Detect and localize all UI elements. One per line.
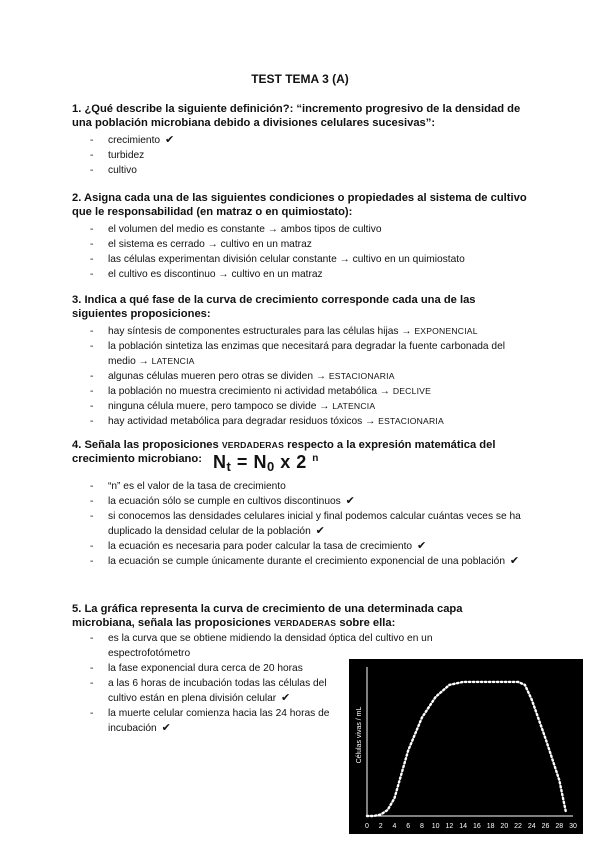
option-item: - a las 6 horas de incubación todas las células del cultivo están en plena división celular ✔ bbox=[90, 678, 327, 704]
check-mark-icon: ✔ bbox=[161, 722, 171, 734]
x-tick-label: 0 bbox=[365, 823, 369, 830]
chart-axes bbox=[367, 667, 573, 816]
option-item: - “n” es el valor de la tasa de crecimiento bbox=[90, 481, 286, 492]
formula-sub-t: t bbox=[226, 459, 232, 474]
answer-label: EXPONENCIAL bbox=[414, 326, 478, 336]
option-text: el sistema es cerrado → cultivo en un matraz bbox=[108, 239, 312, 250]
x-tick-label: 26 bbox=[541, 823, 550, 830]
x-tick-label: 16 bbox=[472, 823, 481, 830]
x-tick-label: 6 bbox=[406, 823, 411, 830]
option-text: ninguna célula muere, pero tampoco se divide → bbox=[108, 401, 330, 412]
option-item: - algunas células mueren pero otras se dividen → ESTACIONARIA bbox=[90, 371, 395, 382]
option-item: - la fase exponencial dura cerca de 20 horas bbox=[90, 663, 303, 674]
option-item: - crecimiento ✔ bbox=[90, 134, 175, 146]
question-4-options bbox=[72, 479, 528, 569]
option-item: - la ecuación es necesaria para poder calcular la tasa de crecimiento ✔ bbox=[90, 540, 427, 552]
option-text: la población sintetiza las enzimas que necesitará para degradar la fuente carbonada del medio → bbox=[108, 341, 506, 367]
formula-times: x bbox=[280, 452, 291, 472]
x-tick-label: 8 bbox=[419, 823, 424, 830]
option-text: la ecuación se cumple únicamente durante el crecimiento exponencial de una población bbox=[108, 556, 505, 567]
question-5-heading-end: sobre ella: bbox=[339, 617, 396, 629]
option-text: la ecuación es necesaria para poder calcular la tasa de crecimiento bbox=[108, 541, 413, 552]
question-2 bbox=[72, 191, 528, 282]
question-4-heading-start: 4. Señala las proposiciones bbox=[72, 439, 219, 451]
option-text: la población no muestra crecimiento ni actividad metabólica → bbox=[108, 386, 390, 397]
question-4 bbox=[72, 438, 528, 569]
option-text: la fase exponencial dura cerca de 20 horas bbox=[108, 663, 303, 674]
option-item: - la ecuación sólo se cumple en cultivos discontinuos ✔ bbox=[90, 495, 355, 507]
option-item: - cultivo bbox=[90, 165, 137, 176]
option-item: - turbidez bbox=[90, 150, 145, 161]
option-item: - la muerte celular comienza hacia las 24 horas de incubación ✔ bbox=[90, 708, 330, 734]
option-item: - las células experimentan división celular constante → cultivo en un quimiostato bbox=[90, 254, 465, 265]
formula-base: 2 bbox=[296, 452, 307, 472]
x-tick-label: 22 bbox=[514, 823, 522, 830]
option-item: - la población sintetiza las enzimas que necesitará para degradar la fuente carbonada del medio → LATENCIA bbox=[90, 341, 506, 367]
option-text: el cultivo es discontinuo → cultivo en un matraz bbox=[108, 269, 323, 280]
answer-label: LATENCIA bbox=[151, 356, 195, 366]
option-item: - si conocemos las densidades celulares inicial y final podemos calcular cuántas veces se ha duplicado la densidad celular de la población ✔ bbox=[90, 511, 521, 537]
x-tick-label: 2 bbox=[378, 823, 383, 830]
question-4-highlight: VERDADERAS bbox=[221, 440, 285, 450]
option-item: - la ecuación se cumple únicamente durante el crecimiento exponencial de una población ✔ bbox=[90, 555, 520, 567]
question-5-heading bbox=[72, 602, 528, 630]
question-1-heading: 1. ¿Qué describe la siguiente definición?: “incremento progresivo de la densidad de una población microbiana debido a divisiones celulares sucesivas”: bbox=[72, 103, 521, 129]
check-mark-icon: ✔ bbox=[416, 540, 427, 552]
question-3 bbox=[72, 293, 528, 429]
option-text: hay síntesis de componentes estructurales para las células hijas → bbox=[108, 326, 412, 337]
y-axis-label: Células vivas / mL bbox=[356, 706, 363, 764]
question-2-options bbox=[72, 222, 528, 282]
formula-equals: = bbox=[236, 452, 248, 472]
question-2-heading: 2. Asigna cada una de las siguientes condiciones o propiedades al sistema de cultivo que le responsabilidad (en matraz o en quimiostato): bbox=[72, 192, 527, 218]
question-5-heading-start: 5. La gráfica representa la curva de crecimiento de una determinada capa microbiana, señala las proposiciones bbox=[72, 603, 463, 629]
growth-curve-chart bbox=[349, 659, 583, 834]
option-text: el volumen del medio es constante → ambos tipos de cultivo bbox=[108, 224, 382, 235]
option-item: - es la curva que se obtiene midiendo la densidad óptica del cultivo en un espectrofotómetro bbox=[90, 633, 433, 659]
x-tick-label: 24 bbox=[527, 823, 536, 830]
option-item: - ninguna célula muere, pero tampoco se divide → LATENCIA bbox=[90, 401, 376, 412]
option-text: la ecuación sólo se cumple en cultivos discontinuos bbox=[108, 496, 341, 507]
formula-n0: N bbox=[253, 452, 267, 472]
option-item: - el cultivo es discontinuo → cultivo en un matraz bbox=[90, 269, 323, 280]
answer-label: LATENCIA bbox=[332, 401, 376, 411]
option-text: crecimiento bbox=[108, 135, 161, 146]
chart-line-group bbox=[367, 682, 566, 816]
question-5-highlight: VERDADERAS bbox=[274, 618, 337, 628]
option-text: turbidez bbox=[108, 150, 145, 161]
question-4-heading bbox=[72, 438, 528, 474]
x-tick-label: 12 bbox=[445, 823, 454, 830]
x-tick-label: 20 bbox=[500, 823, 509, 830]
check-mark-icon: ✔ bbox=[315, 525, 325, 537]
option-item: - hay actividad metabólica para degradar residuos tóxicos → ESTACIONARIA bbox=[90, 416, 444, 427]
answer-label: DECLIVE bbox=[392, 386, 432, 396]
question-4-heading-end: respecto a la expresión matemática del crecimiento microbiano: bbox=[72, 439, 496, 465]
option-text: a las 6 horas de incubación todas las células del cultivo están en plena división celular bbox=[108, 678, 327, 704]
x-tick-label: 18 bbox=[486, 823, 495, 830]
option-item: - el volumen del medio es constante → ambos tipos de cultivo bbox=[90, 224, 382, 235]
question-3-options bbox=[72, 324, 528, 429]
question-3-heading: 3. Indica a qué fase de la curva de crecimiento corresponde cada una de las siguientes proposiciones: bbox=[72, 294, 476, 320]
option-text: hay actividad metabólica para degradar residuos tóxicos → bbox=[108, 416, 376, 427]
answer-label: ESTACIONARIA bbox=[378, 416, 444, 426]
option-text: “n” es el valor de la tasa de crecimiento bbox=[108, 481, 286, 492]
check-mark-icon: ✔ bbox=[345, 495, 355, 507]
page-title: TEST TEMA 3 (A) bbox=[251, 72, 349, 86]
growth-curve-line bbox=[367, 682, 566, 816]
formula-sub-0: 0 bbox=[266, 459, 275, 474]
x-tick-label: 30 bbox=[569, 823, 577, 830]
growth-formula bbox=[213, 452, 319, 474]
formula-n: N bbox=[213, 452, 227, 472]
x-tick-label: 10 bbox=[431, 823, 440, 830]
formula-exponent: n bbox=[312, 453, 319, 464]
option-text: cultivo bbox=[108, 165, 137, 176]
check-mark-icon: ✔ bbox=[164, 134, 175, 146]
chart-ticks bbox=[365, 823, 577, 830]
option-item: - el sistema es cerrado → cultivo en un matraz bbox=[90, 239, 312, 250]
option-text: las células experimentan división celular constante → cultivo en un quimiostato bbox=[108, 254, 465, 265]
x-tick-label: 14 bbox=[459, 823, 468, 830]
question-1 bbox=[72, 102, 528, 178]
question-1-options bbox=[72, 133, 528, 178]
option-text: es la curva que se obtiene midiendo la densidad óptica del cultivo en un espectrofotómetro bbox=[108, 633, 433, 659]
option-item: - hay síntesis de componentes estructurales para las células hijas → EXPONENCIAL bbox=[90, 326, 478, 337]
growth-curve-svg bbox=[349, 659, 583, 834]
x-tick-label: 28 bbox=[555, 823, 564, 830]
x-tick-label: 4 bbox=[392, 823, 397, 830]
option-text: la muerte celular comienza hacia las 24 horas de incubación bbox=[108, 708, 330, 734]
option-text: si conocemos las densidades celulares inicial y final podemos calcular cuántas veces se ha duplicado la densidad celular de la población bbox=[108, 511, 521, 537]
option-item: - la población no muestra crecimiento ni actividad metabólica → DECLIVE bbox=[90, 386, 432, 397]
check-mark-icon: ✔ bbox=[281, 692, 291, 704]
check-mark-icon: ✔ bbox=[509, 555, 520, 567]
option-text: algunas células mueren pero otras se dividen → bbox=[108, 371, 327, 382]
answer-label: ESTACIONARIA bbox=[328, 371, 395, 381]
